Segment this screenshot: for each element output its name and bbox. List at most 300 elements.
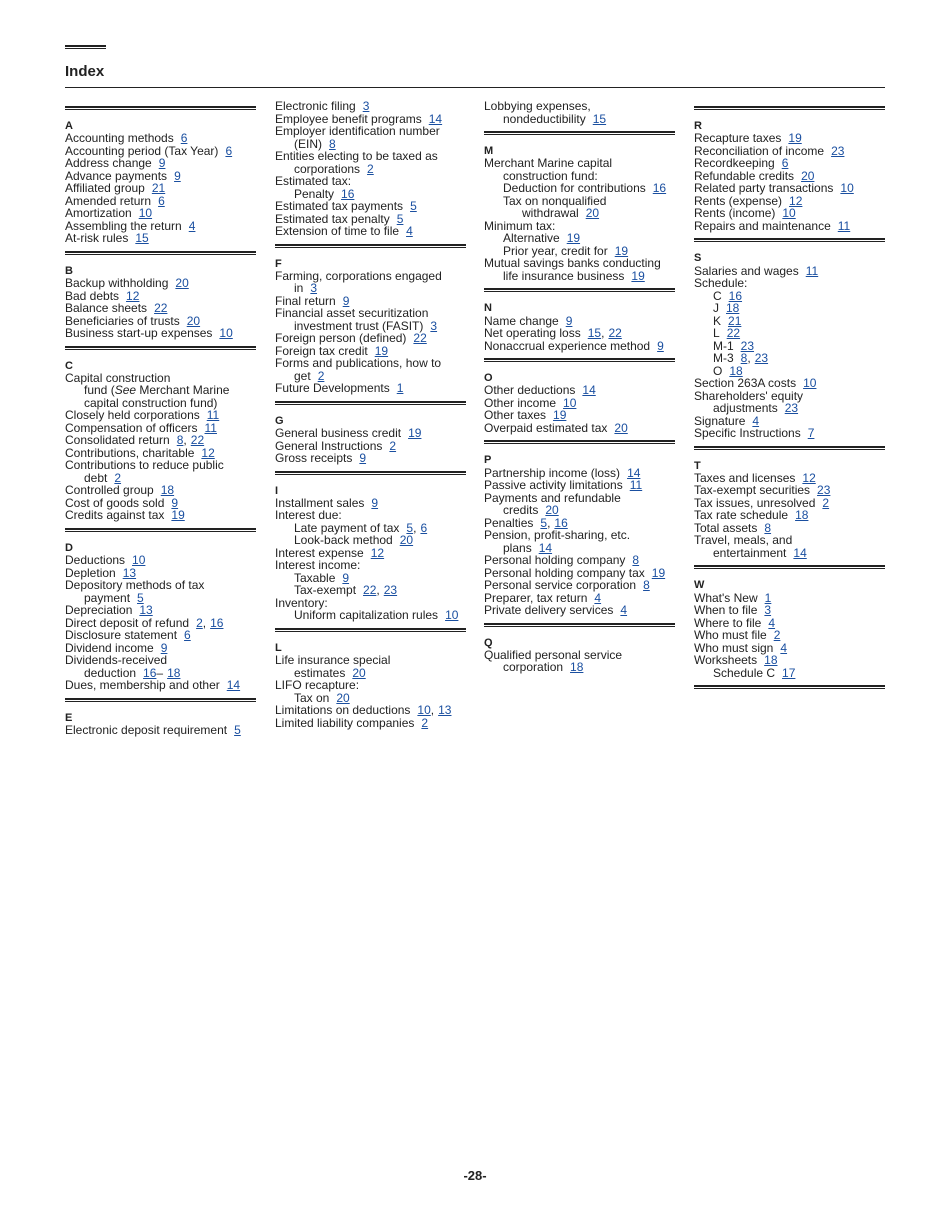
entry-term: Farming, corporations engaged [275, 268, 442, 283]
entry-term: Inventory: [275, 595, 328, 610]
entry-term: Future Developments [275, 381, 390, 396]
page-link[interactable]: 10 [132, 553, 146, 568]
page-link[interactable]: 12 [370, 545, 385, 560]
page-link[interactable]: 14 [428, 111, 443, 126]
index-entry [65, 724, 260, 737]
page-link[interactable]: 20 [399, 533, 414, 548]
page-link[interactable]: 23 [784, 401, 799, 416]
page-link[interactable]: 13 [139, 603, 153, 618]
entry-term: Signature [694, 413, 746, 428]
index-entry [694, 427, 889, 440]
section-rule [694, 238, 885, 242]
index-entry: Limitations on deductions 10, 13 [275, 703, 452, 718]
index-entry [65, 509, 260, 522]
entry-term: Related party transactions [694, 181, 834, 196]
entry-term: When to file [694, 603, 758, 618]
entry-term: Net operating loss [484, 326, 581, 341]
page-link[interactable]: 4 [768, 615, 776, 630]
page-link[interactable]: 2 [196, 615, 203, 630]
index-entry [694, 667, 889, 680]
page-link[interactable]: 8 [764, 520, 772, 535]
entry-term: Minimum tax: [484, 218, 556, 233]
entry-term: Private delivery services [484, 603, 614, 618]
page-link[interactable]: 6 [158, 193, 165, 208]
page-link[interactable]: 20 [545, 503, 559, 518]
page-link[interactable]: 3 [310, 281, 318, 296]
entry-term: Amortization [65, 206, 132, 221]
page-link[interactable]: 18 [160, 483, 175, 498]
entry-term: Depletion [65, 565, 116, 580]
index-entry: Tax-exempt 22, 23 [294, 583, 398, 598]
section-rule [275, 471, 466, 475]
entry-term: O [713, 363, 723, 378]
page-link[interactable]: 9 [657, 338, 664, 353]
page-link[interactable]: 22 [190, 433, 205, 448]
index-column-4 [694, 100, 889, 689]
section-rule [484, 131, 675, 135]
page-link[interactable]: 12 [201, 445, 215, 460]
page-link[interactable]: 9 [174, 168, 181, 183]
page-link[interactable]: 5 [234, 722, 241, 737]
page-link[interactable]: 4 [620, 603, 628, 618]
entry-term: Salaries and wages [694, 263, 799, 278]
page-link[interactable]: 9 [565, 313, 573, 328]
index-entry: Net operating loss 15, 22 [484, 326, 622, 341]
entry-term: J [713, 301, 719, 316]
page-link[interactable]: 9 [371, 495, 379, 510]
section-rule [484, 440, 675, 444]
page-link[interactable]: 13 [438, 703, 452, 718]
entry-term: debt [84, 470, 108, 485]
page-link[interactable]: 13 [122, 565, 137, 580]
index-entry: Direct deposit of refund 2, 16 [65, 615, 224, 630]
page-link[interactable]: 1 [396, 381, 404, 396]
entry-term: General Instructions [275, 438, 383, 453]
page-link[interactable]: 17 [782, 665, 796, 680]
entry-term: Estimated tax penalty [275, 211, 390, 226]
page-link[interactable]: 20 [336, 690, 350, 705]
page-link[interactable]: 22 [726, 326, 741, 341]
entry-term: Balance sheets [65, 301, 148, 316]
entry-term: Specific Instructions [694, 426, 801, 441]
index-entry [694, 277, 889, 290]
entry-term: in [294, 281, 304, 296]
entry-term: capital construction fund) [84, 395, 218, 410]
page-link[interactable]: 5 [410, 199, 417, 213]
entry-term: corporations [294, 161, 361, 176]
entry-term: Cost of goods sold [65, 495, 165, 510]
page-link[interactable]: 4 [752, 413, 760, 428]
page-link[interactable]: 15 [135, 231, 149, 246]
page-link[interactable]: 2 [367, 161, 374, 176]
page-link[interactable]: 10 [782, 206, 796, 221]
index-entry [694, 220, 889, 233]
entry-term: Closely held corporations [65, 408, 200, 423]
page-link[interactable]: 10 [219, 326, 233, 341]
page-link[interactable]: 18 [795, 508, 809, 523]
page-link[interactable]: 18 [764, 653, 778, 668]
page-link[interactable]: 14 [538, 540, 553, 555]
page-link[interactable]: 23 [817, 483, 831, 498]
entry-term: (EIN) [294, 136, 322, 151]
entry-term: Compensation of officers [65, 420, 198, 435]
entry-term: Payments and refundable [484, 490, 621, 505]
page-link[interactable]: 8 [632, 553, 640, 568]
page-link[interactable]: 10 [803, 376, 817, 391]
entry-term: payment [84, 590, 131, 605]
page-link[interactable]: 19 [614, 243, 629, 258]
entry-term: Merchant Marine capital [484, 156, 613, 171]
section-letter: D [65, 541, 73, 554]
section-letter: S [694, 252, 702, 265]
entry-term: Travel, meals, and [694, 533, 793, 548]
top-decorative-rule [65, 45, 106, 49]
page-link[interactable]: 2 [389, 438, 397, 453]
page-link[interactable]: 6 [781, 156, 789, 171]
index-entry: M-3 8, 23 [713, 351, 769, 366]
page-link[interactable]: 5 [406, 520, 414, 535]
page-link[interactable]: 18 [729, 363, 743, 378]
entry-term: What's New [694, 590, 758, 605]
section-rule [275, 628, 466, 632]
section-letter: I [275, 484, 279, 497]
entry-term: Personal holding company [484, 553, 626, 568]
page-link[interactable]: 2 [773, 628, 781, 643]
page-link[interactable]: 21 [728, 313, 742, 328]
section-rule [65, 106, 256, 110]
page-link[interactable]: 11 [629, 478, 643, 493]
index-entry [275, 270, 470, 283]
index-entry [65, 232, 260, 245]
page-link[interactable]: 20 [801, 168, 815, 183]
entry-term: K [713, 313, 722, 328]
page-link[interactable]: 9 [160, 640, 168, 655]
index-entry [275, 609, 470, 622]
entry-term: Worksheets [694, 653, 758, 668]
page-link[interactable]: 2 [822, 495, 830, 510]
entry-term: Prior year, credit for [503, 243, 608, 258]
entry-term: Amended return [65, 193, 152, 208]
page-link[interactable]: 11 [206, 408, 220, 423]
entry-term: Penalty [294, 186, 335, 201]
entry-term: Financial asset securitization [275, 306, 429, 321]
entry-term-continued: Merchant Marine [136, 383, 230, 398]
page-link[interactable]: 9 [342, 570, 350, 585]
page-link[interactable]: 19 [171, 508, 185, 523]
page-link[interactable]: 20 [186, 313, 201, 328]
entry-term: Foreign person (defined) [275, 331, 407, 346]
page-link[interactable]: 8 [643, 578, 650, 593]
index-entry [694, 547, 889, 560]
entry-term: Accounting methods [65, 131, 174, 146]
page-link[interactable]: 3 [362, 99, 370, 113]
entry-term: Affiliated group [65, 181, 145, 196]
entry-term: Life insurance special [275, 653, 391, 668]
entry-term: Reconciliation of income [694, 143, 825, 158]
page-link[interactable]: 4 [594, 590, 602, 605]
entry-term: nondeductibility [503, 111, 586, 126]
page-link[interactable]: 15 [592, 111, 607, 126]
entry-term: Tax-exempt securities [694, 483, 811, 498]
page-link[interactable]: 16 [143, 665, 157, 680]
page-link[interactable]: 6 [225, 143, 233, 158]
entry-term: Who must sign [694, 640, 774, 655]
entry-term: Credits against tax [65, 508, 165, 523]
entry-term: Limitations on deductions [275, 703, 411, 718]
page-link[interactable]: 16 [554, 515, 568, 530]
entry-term: Shareholders' equity [694, 388, 804, 403]
entry-term: Extension of time to file [275, 224, 400, 238]
entry-term: entertainment [713, 545, 787, 560]
page-link[interactable]: 22 [413, 331, 427, 346]
entry-term: deduction [84, 665, 137, 680]
entry-term: Employer identification number [275, 124, 440, 138]
section-rule [694, 446, 885, 450]
page-link[interactable]: 20 [175, 276, 189, 291]
page-link[interactable]: 5 [396, 211, 404, 226]
section-letter: P [484, 454, 492, 467]
entry-term: Qualified personal service [484, 647, 623, 662]
section-rule [694, 106, 885, 110]
page-link[interactable]: 8 [329, 136, 336, 151]
index-entry [484, 661, 679, 674]
section-letter: R [694, 120, 702, 132]
page-link[interactable]: 4 [188, 218, 196, 233]
section-rule [65, 346, 256, 350]
entry-term: adjustments [713, 401, 778, 416]
page-link[interactable]: 20 [614, 420, 628, 435]
entry-term: Schedule: [694, 276, 748, 291]
page-link[interactable]: 19 [374, 343, 389, 358]
entry-term: Section 263A costs [694, 376, 797, 391]
page-link[interactable]: 22 [608, 326, 622, 341]
entry-term: Consolidated return [65, 433, 170, 448]
entry-term: Deduction for contributions [503, 181, 646, 196]
page-link[interactable]: 19 [631, 268, 645, 283]
page-link[interactable]: 14 [582, 383, 596, 398]
page-link[interactable]: 19 [651, 565, 666, 580]
index-entry [275, 225, 470, 238]
entry-term: Business start-up expenses [65, 326, 213, 341]
page-link[interactable]: 14 [793, 545, 807, 560]
page-link[interactable]: 18 [726, 301, 740, 316]
entry-term: Capital construction [65, 370, 171, 385]
page-link[interactable]: 6 [184, 628, 191, 643]
page-link[interactable]: 4 [406, 224, 413, 238]
entry-term: corporation [503, 660, 564, 675]
page-link[interactable]: 21 [151, 181, 166, 196]
section-letter: L [275, 641, 282, 654]
page-link[interactable]: 22 [363, 583, 377, 598]
section-letter: E [65, 711, 73, 724]
page-link[interactable]: 1 [764, 590, 772, 605]
page-link[interactable]: 2 [317, 368, 325, 383]
section-rule [694, 685, 885, 689]
page-link[interactable]: 16 [652, 181, 667, 196]
index-entry [694, 302, 889, 315]
page-link[interactable]: 20 [352, 665, 366, 680]
index-entry [275, 382, 470, 395]
page-link[interactable]: 16 [210, 615, 224, 630]
entry-term: Employee benefit programs [275, 111, 422, 126]
index-entry: Penalties 5, 16 [484, 515, 568, 530]
page-link[interactable]: 12 [789, 193, 803, 208]
page-link[interactable]: 10 [445, 608, 459, 623]
entry-term: Other deductions [484, 383, 576, 398]
page-link[interactable]: 5 [540, 515, 548, 530]
page-link[interactable]: 16 [728, 288, 743, 303]
entry-term: Dividends-received [65, 653, 168, 668]
page-link[interactable]: 9 [342, 293, 350, 308]
entry-term: Controlled group [65, 483, 154, 498]
page-link[interactable]: 9 [171, 495, 179, 510]
page-link[interactable]: 2 [421, 715, 429, 730]
entry-term: investment trust (FASIT) [294, 318, 424, 333]
index-entry [484, 195, 679, 208]
page-link[interactable]: 6 [420, 520, 428, 535]
page-link[interactable]: 12 [126, 288, 140, 303]
entry-term: Personal service corporation [484, 578, 637, 593]
entry-term: Address change [65, 156, 152, 171]
entry-term: Beneficiaries of trusts [65, 313, 180, 328]
entry-term: Uniform capitalization rules [294, 608, 439, 623]
index-entry: deduction 16– 18 [84, 665, 181, 680]
entry-term: Depreciation [65, 603, 133, 618]
page-link[interactable]: 9 [359, 451, 367, 466]
page-link[interactable]: 3 [764, 603, 772, 618]
entry-term: Backup withholding [65, 276, 169, 291]
entry-term: Dues, membership and other [65, 678, 220, 693]
index-entry [484, 604, 679, 617]
page-link[interactable]: 22 [154, 301, 168, 316]
entry-term: get [294, 368, 311, 383]
page-link[interactable]: 19 [408, 426, 422, 441]
entry-term: Tax on [294, 690, 330, 705]
page-link[interactable]: 9 [158, 156, 166, 171]
entry-term: Schedule C [713, 665, 776, 680]
page-link[interactable]: 3 [430, 318, 438, 333]
entry-term: credits [503, 503, 539, 518]
section-letter: G [275, 414, 284, 427]
page-link[interactable]: 11 [837, 218, 851, 233]
entry-term: Estimated tax payments [275, 199, 404, 213]
page-link[interactable]: 19 [788, 131, 802, 146]
entry-term: Other income [484, 395, 557, 410]
entry-term: Late payment of tax [294, 520, 400, 535]
page-link[interactable]: 23 [740, 338, 755, 353]
page-link[interactable]: 15 [587, 326, 602, 341]
page-link[interactable]: 8 [176, 433, 184, 448]
page-link[interactable]: 14 [226, 678, 241, 693]
entry-term: life insurance business [503, 268, 625, 283]
page-link[interactable]: 8 [740, 351, 748, 366]
entry-term: Preparer, tax return [484, 590, 588, 605]
section-rule [65, 251, 256, 255]
entry-term: C [713, 288, 722, 303]
entry-term: Tax issues, unresolved [694, 495, 816, 510]
page-link[interactable]: 23 [754, 351, 769, 366]
page-link[interactable]: 6 [180, 131, 188, 146]
entry-term: Overpaid estimated tax [484, 420, 608, 435]
page-link[interactable]: 12 [802, 470, 816, 485]
entry-term: Foreign tax credit [275, 343, 368, 358]
entry-term: Assembling the return [65, 218, 182, 233]
index-entry [275, 452, 470, 465]
page-link[interactable]: 10 [138, 206, 153, 221]
page-link[interactable]: 23 [383, 583, 398, 598]
entry-term: Passive activity limitations [484, 478, 623, 493]
page-number: -28- [463, 1168, 487, 1183]
page-link[interactable]: 18 [167, 665, 181, 680]
index-entry: Late payment of tax 5, 6 [294, 520, 428, 535]
section-rule [484, 288, 675, 292]
section-rule [484, 358, 675, 362]
entry-term: Rents (expense) [694, 193, 783, 208]
page-link[interactable]: 19 [553, 408, 567, 423]
page-link[interactable]: 23 [831, 143, 845, 158]
entry-term: General business credit [275, 426, 402, 441]
entry-term: Other taxes [484, 408, 547, 423]
entry-term: Look-back method [294, 533, 393, 548]
entry-term: Tax rate schedule [694, 508, 789, 523]
entry-term: Depository methods of tax [65, 578, 205, 593]
page-link[interactable]: 11 [204, 420, 217, 435]
title-rule [65, 87, 885, 88]
page-link[interactable]: 14 [627, 465, 641, 480]
section-letter: A [65, 120, 73, 132]
entry-term: withdrawal [522, 206, 579, 221]
entry-term: Who must file [694, 628, 767, 643]
page-link[interactable]: 10 [563, 395, 577, 410]
index-column-2 [275, 100, 470, 729]
entry-term: Nonaccrual experience method [484, 338, 651, 353]
section-rule [65, 698, 256, 702]
page-link[interactable]: 4 [780, 640, 788, 655]
entry-term: Penalties [484, 515, 534, 530]
entry-term: Deductions [65, 553, 126, 568]
entry-term: Name change [484, 313, 559, 328]
section-letter: C [65, 359, 73, 372]
section-letter: M [484, 145, 494, 157]
entry-term: Entities electing to be taxed as [275, 149, 438, 163]
page-link[interactable]: 11 [805, 263, 819, 278]
page-link[interactable]: 16 [341, 186, 355, 201]
entry-term: Pension, profit-sharing, etc. [484, 528, 631, 543]
page-link[interactable]: 19 [566, 231, 581, 246]
entry-term: Dividend income [65, 640, 154, 655]
page-title: Index [65, 63, 105, 80]
entry-term: Lobbying expenses, [484, 99, 591, 113]
section-letter: N [484, 302, 492, 315]
entry-term: Electronic deposit requirement [65, 722, 228, 737]
index-entry [484, 113, 679, 126]
page-link[interactable]: 18 [570, 660, 584, 675]
entry-term: Personal holding company tax [484, 565, 645, 580]
section-letter: O [484, 372, 493, 385]
page-link[interactable]: 20 [585, 206, 600, 221]
page-link[interactable]: 5 [137, 590, 144, 605]
page-link[interactable]: 7 [807, 426, 815, 441]
entry-term: M-1 [713, 338, 734, 353]
page-link[interactable]: 10 [417, 703, 431, 718]
entry-term: Accounting period (Tax Year) [65, 143, 219, 158]
page-link[interactable]: 10 [840, 181, 854, 196]
entry-term: M-3 [713, 351, 734, 366]
section-rule [694, 565, 885, 569]
page-link[interactable]: 2 [114, 470, 122, 485]
index-entry [484, 270, 679, 283]
index-entry [484, 340, 679, 353]
